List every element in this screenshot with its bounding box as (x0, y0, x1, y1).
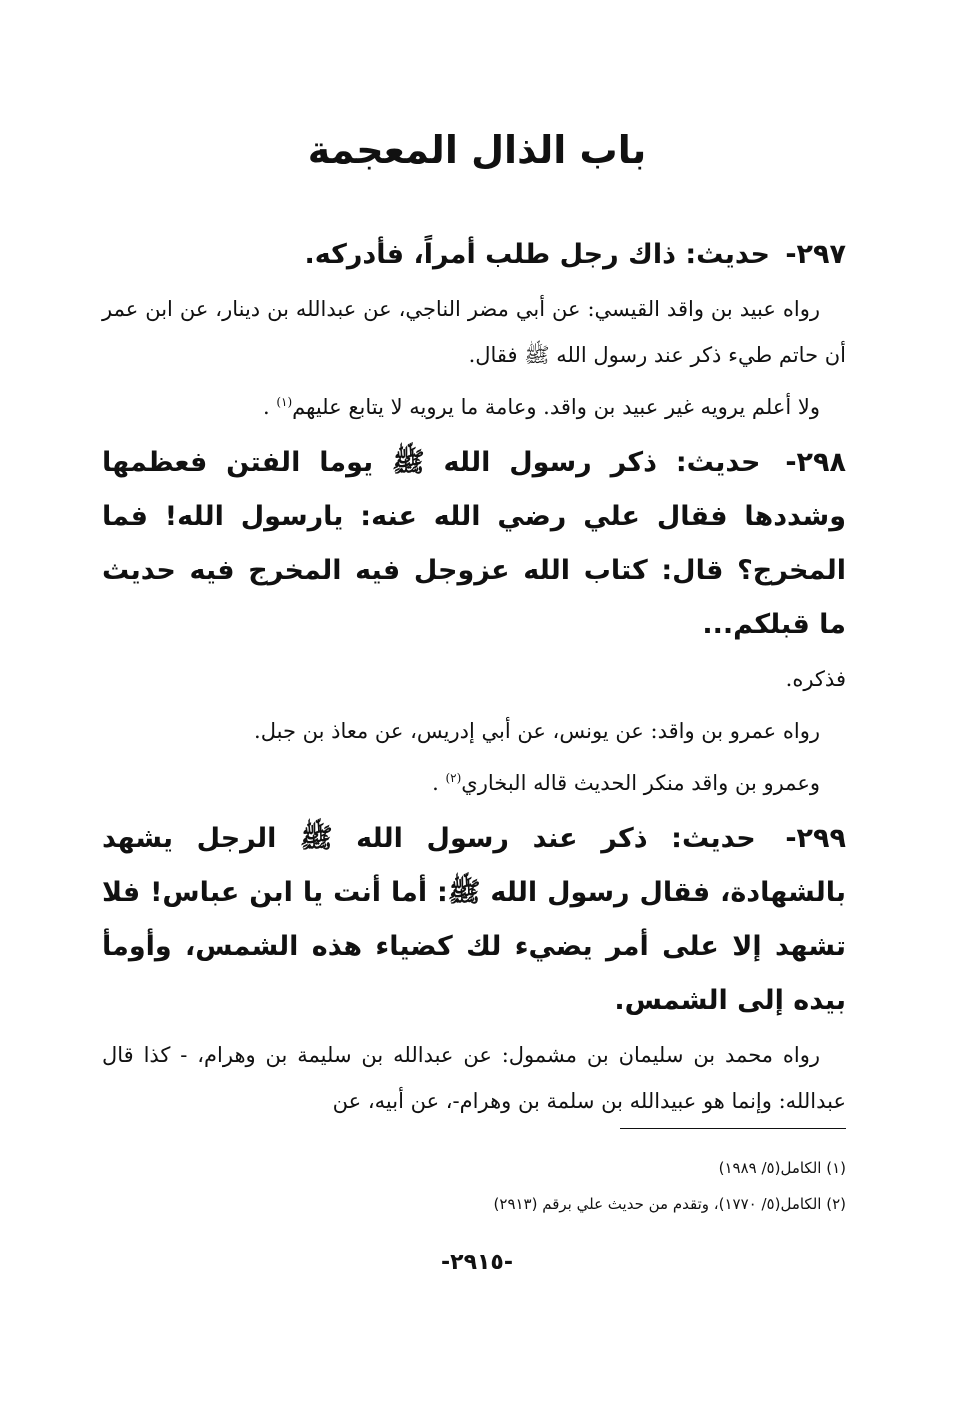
hadith-text (102, 228, 846, 282)
narration-text: ولا أعلم يرويه غير عبيد بن واقد. وعامة ما يرويه لا يتابع عليهم$^{(١)}$ . (262, 395, 820, 419)
hadith-number: ٢٩٧- (785, 239, 846, 270)
narration-text: رواه عبيد بن واقد القيسي: عن أبي مضر الناجي، عن عبدالله بن دينار، عن ابن عمر أن حاتم طيء ذكر عند رسول الله ﷺ فقال. (102, 297, 846, 367)
footnote-ref: (٢) (445, 771, 462, 785)
narration-text: وعمرو بن واقد منكر الحديث قاله البخاري$^{(٢)}$ . (432, 771, 820, 795)
narration-body: ولا أعلم يرويه غير عبيد بن واقد. وعامة ما يرويه لا يتابع عليهم (292, 395, 820, 419)
hadith-body: حديث: ذاك رجل طلب أمراً، فأدركه. (304, 239, 770, 270)
hadith-text (102, 436, 846, 652)
footnote: (١) الكامل(٥/ ١٩٨٩) (718, 1159, 846, 1177)
hadith-number: ٢٩٩- (785, 823, 846, 854)
footnote-ref: (١) (276, 395, 293, 409)
page-number: -٢٩١٥- (441, 1250, 513, 1275)
footnote-divider (620, 1128, 846, 1129)
hadith-body: حديث: ذكر عند رسول الله ﷺ الرجل يشهد بالشهادة، فقال رسول الله ﷺ: أما أنت يا ابن عباس! فلا تشهد إلا على أمر يضيء لك كضياء هذه الشمس، وأومأ بيده إلى الشمس. (102, 823, 846, 1016)
hadith-text (102, 812, 846, 1028)
page-body (102, 228, 846, 1130)
footnotes (102, 1150, 846, 1222)
narration-body: وعمرو بن واقد منكر الحديث قاله البخاري (461, 771, 820, 795)
narration-text: رواه محمد بن سليمان بن مشمول: عن عبدالله بن سليمة بن وهرام، - كذا قال عبدالله: وإنما هو عبيدالله بن سلمة بن وهرام-، عن أبيه، عن (102, 1043, 846, 1113)
hadith-tail: فذكره. (785, 667, 846, 691)
footnote: (٢) الكامل(٥/ ١٧٧٠)، وتقدم من حديث علي برقم (٢٩١٣) (493, 1195, 846, 1213)
narration-text: رواه عمرو بن واقد: عن يونس، عن أبي إدريس، عن معاذ بن جبل. (254, 719, 820, 743)
hadith-body: حديث: ذكر رسول الله ﷺ يوما الفتن فعظمها وشددها فقال علي رضي الله عنه: يارسول الله! فما المخرج؟ قال: كتاب الله عزوجل فيه المخرج فيه حديث ما قبلكم... (102, 447, 846, 640)
hadith-number: ٢٩٨- (785, 447, 846, 478)
chapter-title: باب الذال المعجمة (307, 128, 647, 172)
